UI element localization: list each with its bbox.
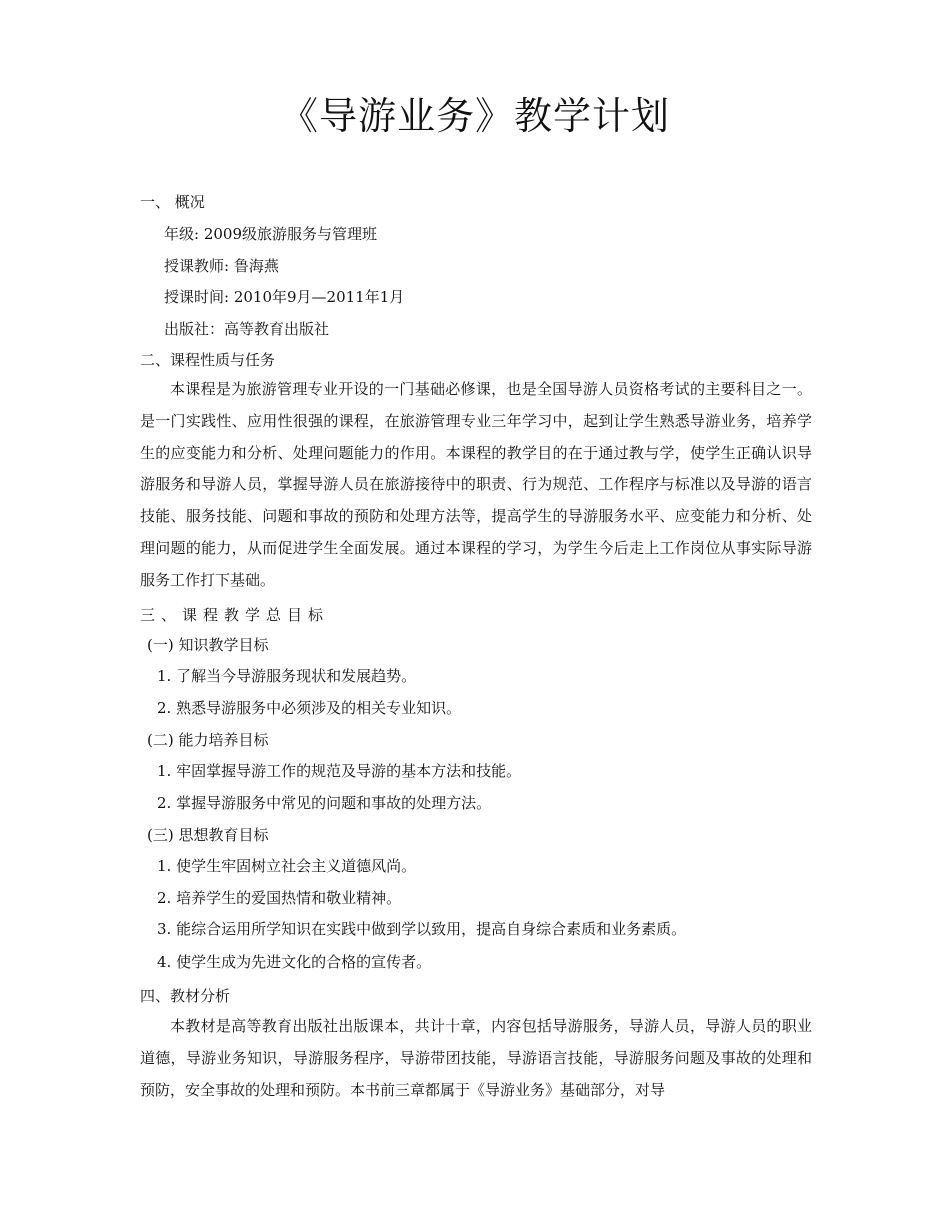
section-4-body: 本教材是高等教育出版社出版课本，共计十章，内容包括导游服务，导游人员，导游人员的职业道德，导游业务知识，导游服务程序，导游带团技能，导游语言技能，导游服务问题及事故的处理和预防，安全事故的处理和预防。本书前三章都属于《导游业务》基础部分，对导 bbox=[140, 1017, 812, 1099]
goal-group-1-item-2: 2. 熟悉导游服务中必须涉及的相关专业知识。 bbox=[157, 699, 462, 717]
goal-group-2-label: (二) 能力培养目标 bbox=[147, 731, 269, 749]
grade-line: 年级: 2009级旅游服务与管理班 bbox=[164, 225, 377, 243]
section-2-body: 本课程是为旅游管理专业开设的一门基础必修课，也是全国导游人员资格考试的主要科目之一。是一门实践性、应用性很强的课程，在旅游管理专业三年学习中，起到让学生熟悉导游业务，培养学生的应变能力和分析、处理问题能力的作用。本课程的教学目的在于通过教与学，使学生正确认识导游服务和导游人员，掌握导游人员在旅游接待中的职责、行为规范、工作程序与标准以及导游的语言技能、服务技能、问题和事故的预防和处理方法等，提高学生的导游服务水平、应变能力和分析、处理问题的能力，从而促进学生全面发展。通过本课程的学习，为学生今后走上工作岗位从事实际导游服务工作打下基础。 bbox=[140, 380, 812, 589]
goal-group-2-item-1: 1. 牢固掌握导游工作的规范及导游的基本方法和技能。 bbox=[157, 762, 522, 780]
teacher-line: 授课教师: 鲁海燕 bbox=[164, 257, 279, 275]
section-3-heading: 三、课程教学总目标 bbox=[140, 606, 330, 624]
goal-group-2-item-2: 2. 掌握导游服务中常见的问题和事故的处理方法。 bbox=[157, 794, 492, 812]
goal-group-1-label: (一) 知识教学目标 bbox=[147, 636, 269, 654]
section-2-heading: 二、课程性质与任务 bbox=[140, 351, 276, 369]
section-1-heading: 一、 概况 bbox=[140, 193, 205, 211]
time-line: 授课时间: 2010年9月—2011年1月 bbox=[164, 288, 405, 306]
goal-group-3-item-2: 2. 培养学生的爱国热情和敬业精神。 bbox=[157, 889, 402, 907]
goal-group-3-item-4: 4. 使学生成为先进文化的合格的宣传者。 bbox=[157, 953, 432, 971]
goal-group-3-item-1: 1. 使学生牢固树立社会主义道德风尚。 bbox=[157, 857, 417, 875]
document-title: 《导游业务》教学计划 bbox=[279, 94, 670, 138]
goal-group-3-label: (三) 思想教育目标 bbox=[147, 826, 269, 844]
goal-group-3-item-3: 3. 能综合运用所学知识在实践中做到学以致用，提高自身综合素质和业务素质。 bbox=[157, 920, 687, 938]
publisher-line: 出版社：高等教育出版社 bbox=[164, 320, 330, 338]
section-4-heading: 四、教材分析 bbox=[140, 987, 231, 1005]
goal-group-1-item-1: 1. 了解当今导游服务现状和发展趋势。 bbox=[157, 667, 417, 685]
